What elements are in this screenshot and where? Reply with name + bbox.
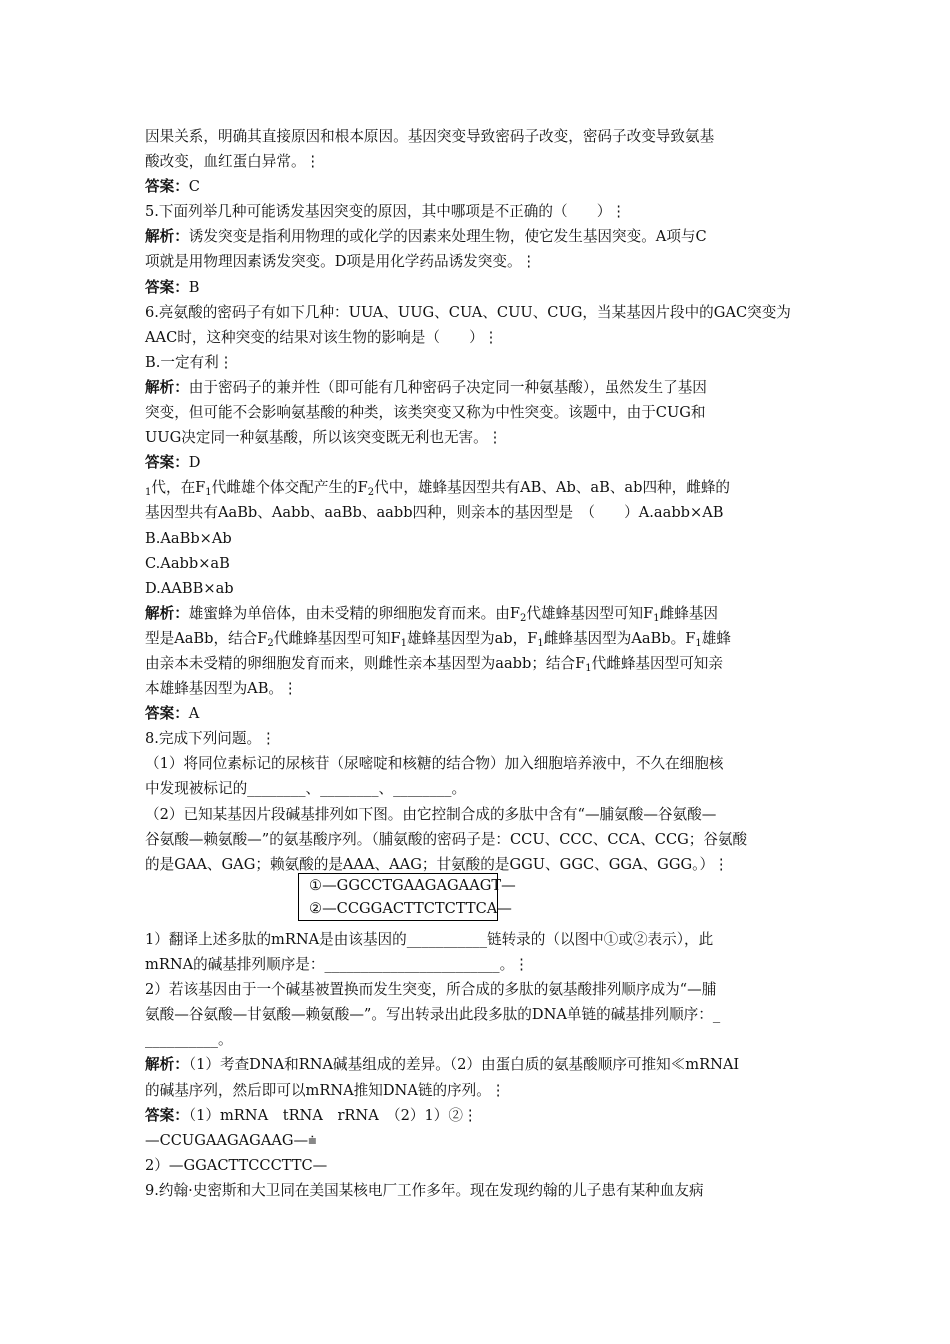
text-segment: 由亲本未受精的卵细胞发育而来，则雌性亲本基因型为aabb；结合F [145,654,586,672]
text-line: 谷氨酸—赖氨酸—”的氨基酸序列。（脯氨酸的密码子是：CCU、CCC、CCA、CCG；谷氨酸 [145,830,748,848]
answer-line [145,1103,810,1128]
analysis-label: 解析： [145,228,189,246]
text-line: 酸改变，血红蛋白异常。⋮ [145,153,321,171]
answer-value: A [188,705,200,723]
strand-2: ②—CCGGACTTCTCTTCA— [309,900,512,917]
text-line: 因果关系，明确其直接原因和根本原因。基因突变导致密码子改变，密码子改变导致氨基 [145,128,715,145]
answer-line [145,701,810,726]
text-line: 本雄蜂基因型为AB。⋮ [145,680,298,698]
text-segment: 代雌蜂基因型可知亲 [591,654,723,672]
text-line: 2）若该基因由于一个碱基被置换而发生突变，所合成的多肽的氨基酸排列顺序成为“—脯 [145,981,717,999]
analysis-label: 解析： [145,1056,189,1074]
text-line: __________。 [145,1031,233,1049]
analysis-text: 诱发突变是指利用物理的或化学的因素来处理生物，使它发生基因突变。A项与C [188,228,707,246]
subscript: 1 [205,487,212,499]
subscript: 1 [695,637,702,649]
text-line: 突变，但可能不会影响氨基酸的种类，该类突变又称为中性突变。该题中，由于CUG和 [145,404,706,422]
strand-1: ①—GGCCTGAAGAGAAGT— [309,877,516,894]
text-segment: 雄蜜蜂为单倍体，由未受精的卵细胞发育而来。由F [188,604,520,622]
option-line: D.AABB×ab [145,579,234,597]
text-line: （2）已知某基因片段碱基排列如下图。由它控制合成的多肽中含有“—脯氨酸—谷氨酸— [145,805,717,823]
analysis-line [145,224,810,249]
text-line: 的是GAA、GAG；赖氨酸的是AAA、AAG；甘氨酸的是GGU、GGC、GGA、GGG。）⋮ [145,855,729,873]
text-line: 的碱基序列，然后即可以mRNA推知DNA链的序列。⋮ [145,1081,506,1099]
answer-line [145,450,810,475]
text-segment: 代中，雄蜂基因型共有AB、Ab、aB、ab四种，雌蜂的 [374,479,731,497]
subscript: 2 [267,637,274,649]
answer-value: （1）mRNA tRNA rRNA （2）1）②⋮ [188,1106,478,1124]
text-segment: 雌蜂基因型为AaBb。F [543,629,696,647]
text-line: 氨酸—谷氨酸—甘氨酸—赖氨酸—”。写出转录出此段多肽的DNA单链的碱基排列顺序：_ [145,1006,721,1024]
option-line: B.一定有利⋮ [145,353,234,371]
analysis-text: 由于密码子的兼并性（即可能有几种密码子决定同一种氨基酸），虽然发生了基因 [188,378,707,396]
question-9: 9.约翰·史密斯和大卫同在美国某核电厂工作多年。现在发现约翰的儿子患有某种血友病 [145,1181,704,1199]
text-segment: 代雌雄个体交配产生的F [211,479,368,497]
question-6: 6.亮氨酸的密码子有如下几种：UUA、UUG、CUA、CUU、CUG，当某基因片段中的GAC突变为 [145,303,791,321]
text-line: UUG决定同一种氨基酸，所以该突变既无利也无害。⋮ [145,429,503,447]
answer-line [145,174,810,199]
analysis-label: 解析： [145,604,189,622]
text-segment: 型是AaBb，结合F [145,629,268,647]
text-line: （1）将同位素标记的尿核苷（尿嘧啶和核糖的结合物）加入细胞培养液中，不久在细胞核 [145,755,724,773]
subscript: 1 [653,612,660,624]
document-page [145,124,810,1203]
text-line: mRNA的碱基排列顺序是：________________________。⋮ [145,956,529,974]
answer-line [145,275,810,300]
question-5: 5.下面列举几种可能诱发基因突变的原因，其中哪项是不正确的（ ）⋮ [145,203,626,221]
analysis-label: 解析： [145,378,189,396]
text-segment: 雄蜂 [701,629,731,647]
text-line: —CCUGAAGAGAAG—⩧ [145,1131,317,1149]
subscript: 2 [367,487,375,499]
question-7 [145,475,810,500]
text-line [145,651,810,676]
answer-value: B [188,278,200,296]
text-line: 中发现被标记的________、________、________。 [145,780,467,798]
text-line: 项就是用物理因素诱发突变。D项是用化学药品诱发突变。⋮ [145,253,537,271]
analysis-text: （1）考查DNA和RNA碱基组成的差异。（2）由蛋白质的氨基酸顺序可推知≪mRNAI [188,1056,740,1074]
answer-label: 答案： [145,705,189,723]
gene-sequence-box [298,873,516,921]
option-line: B.AaBb×Ab [145,529,232,547]
subscript: 1 [585,662,592,674]
subscript: 1 [400,637,408,649]
text-segment: 代，在F [151,479,206,497]
text-segment: 雌蜂基因 [659,604,719,622]
answer-value: C [188,178,200,196]
option-line: C.Aabb×aB [145,554,230,572]
text-line: 基因型共有AaBb、Aabb、aaBb、aabb四种，则亲本的基因型是 （ ）A.aabb×AB [145,504,724,522]
subscript: 2 [520,612,527,624]
text-segment: 雄蜂基因型为ab，F [407,629,538,647]
text-segment: 代雄蜂基因型可知F [526,604,654,622]
analysis-line [145,375,810,400]
text-line: AAC时，这种突变的结果对该生物的影响是（ ）⋮ [145,328,499,346]
text-line: 1）翻译上述多肽的mRNA是由该基因的___________链转录的（以图中①或②表示），此 [145,931,714,948]
question-8: 8.完成下列问题。⋮ [145,730,276,748]
answer-label: 答案： [145,178,189,196]
text-line: 2）—GGACTTCCCTTC— [145,1156,328,1174]
answer-label: 答案： [145,454,189,472]
analysis-line [145,1052,810,1077]
subscript: 1 [145,487,152,499]
answer-label: 答案： [145,1106,189,1124]
answer-label: 答案： [145,278,189,296]
answer-value: D [188,454,201,472]
subscript: 1 [537,637,544,649]
analysis-line [145,601,810,626]
text-line [145,626,810,651]
text-segment: 代雌蜂基因型可知F [273,629,401,647]
